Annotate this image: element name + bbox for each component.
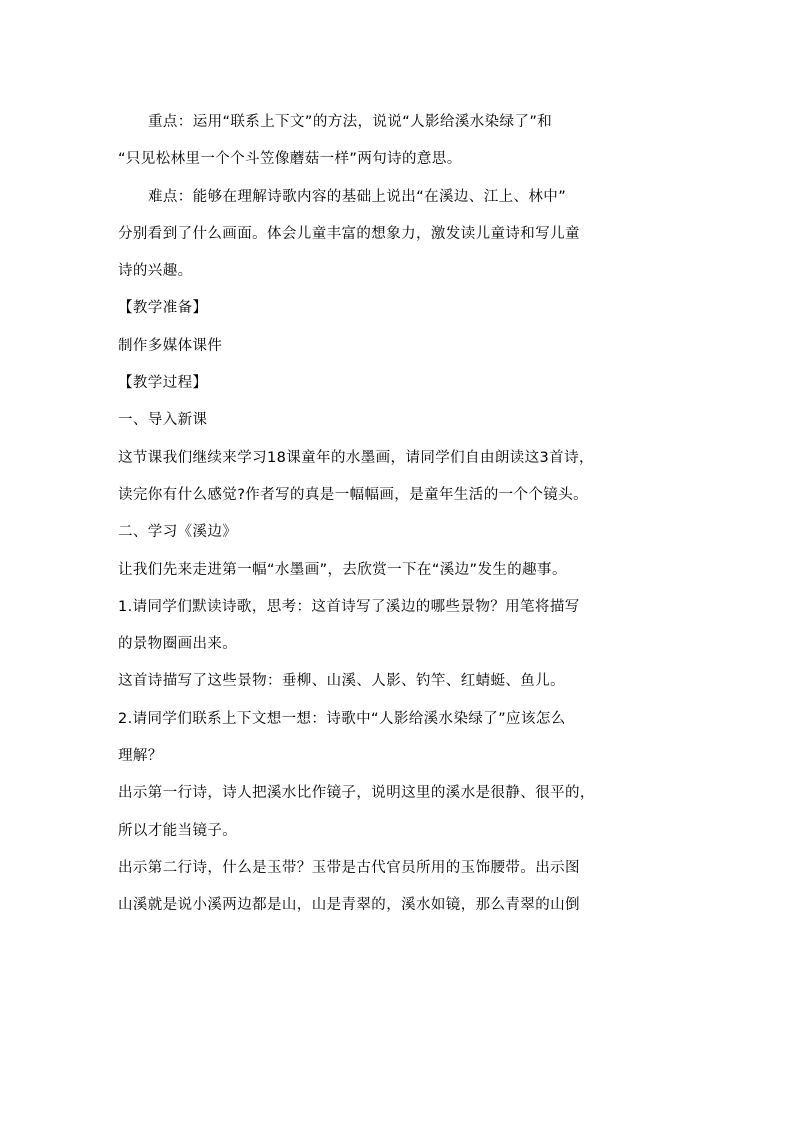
text-line: 2.请同学们联系上下文想一想：诗歌中“人影给溪水染绿了”应该怎么 [118, 710, 566, 727]
section-heading-process: 【教学过程】 [118, 375, 208, 392]
text-line: 制作多媒体课件 [118, 337, 223, 354]
text-line: 理解？ [118, 748, 163, 765]
paragraph-difficulty-line-2: 分别看到了什么画面。体会儿童丰富的想象力，激发读儿童诗和写儿童 [118, 225, 580, 242]
paragraph-difficulty-line-1: 难点：能够在理解诗歌内容的基础上说出“在溪边、江上、林中” [148, 188, 567, 205]
document-page [118, 104, 688, 925]
text-line: 这首诗描写了这些景物：垂柳、山溪、人影、钓竿、红蜻蜓、鱼儿。 [118, 673, 565, 690]
text-line: 1.请同学们默读诗歌，思考：这首诗写了溪边的哪些景物？用笔将描写 [118, 598, 580, 615]
text-line: 所以才能当镜子。 [118, 822, 238, 839]
section-heading-preparation: 【教学准备】 [118, 300, 208, 317]
paragraph-key-point-line-2: “只见松林里一个个斗笠像蘑菇一样”两句诗的意思。 [118, 151, 462, 168]
text-line: 的景物圈画出来。 [118, 636, 238, 653]
paragraph-difficulty-line-3: 诗的兴趣。 [118, 263, 193, 280]
text-line: 读完你有什么感觉?作者写的真是一幅幅画，是童年生活的一个个镜头。 [118, 486, 588, 503]
text-line: 出示第一行诗，诗人把溪水比作镜子，说明这里的溪水是很静、很平的， [118, 785, 595, 802]
subsection-heading-introduction: 一、导入新课 [118, 412, 208, 429]
text-line: 让我们先来走进第一幅“水墨画”，去欣赏一下在“溪边”发生的趣事。 [118, 561, 567, 578]
subsection-heading-creek: 二、学习《溪边》 [118, 524, 238, 541]
text-line: 这节课我们继续来学习18课童年的水墨画，请同学们自由朗读这3首诗， [118, 449, 594, 466]
paragraph-key-point-line-1: 重点：运用“联系上下文”的方法，说说“人影给溪水染绿了”和 [148, 114, 553, 130]
text-line: 山溪就是说小溪两边都是山，山是青翠的，溪水如镜，那么青翠的山倒 [118, 897, 580, 914]
text-line: 出示第二行诗，什么是玉带？玉带是古代官员所用的玉饰腰带。出示图 [118, 859, 580, 876]
